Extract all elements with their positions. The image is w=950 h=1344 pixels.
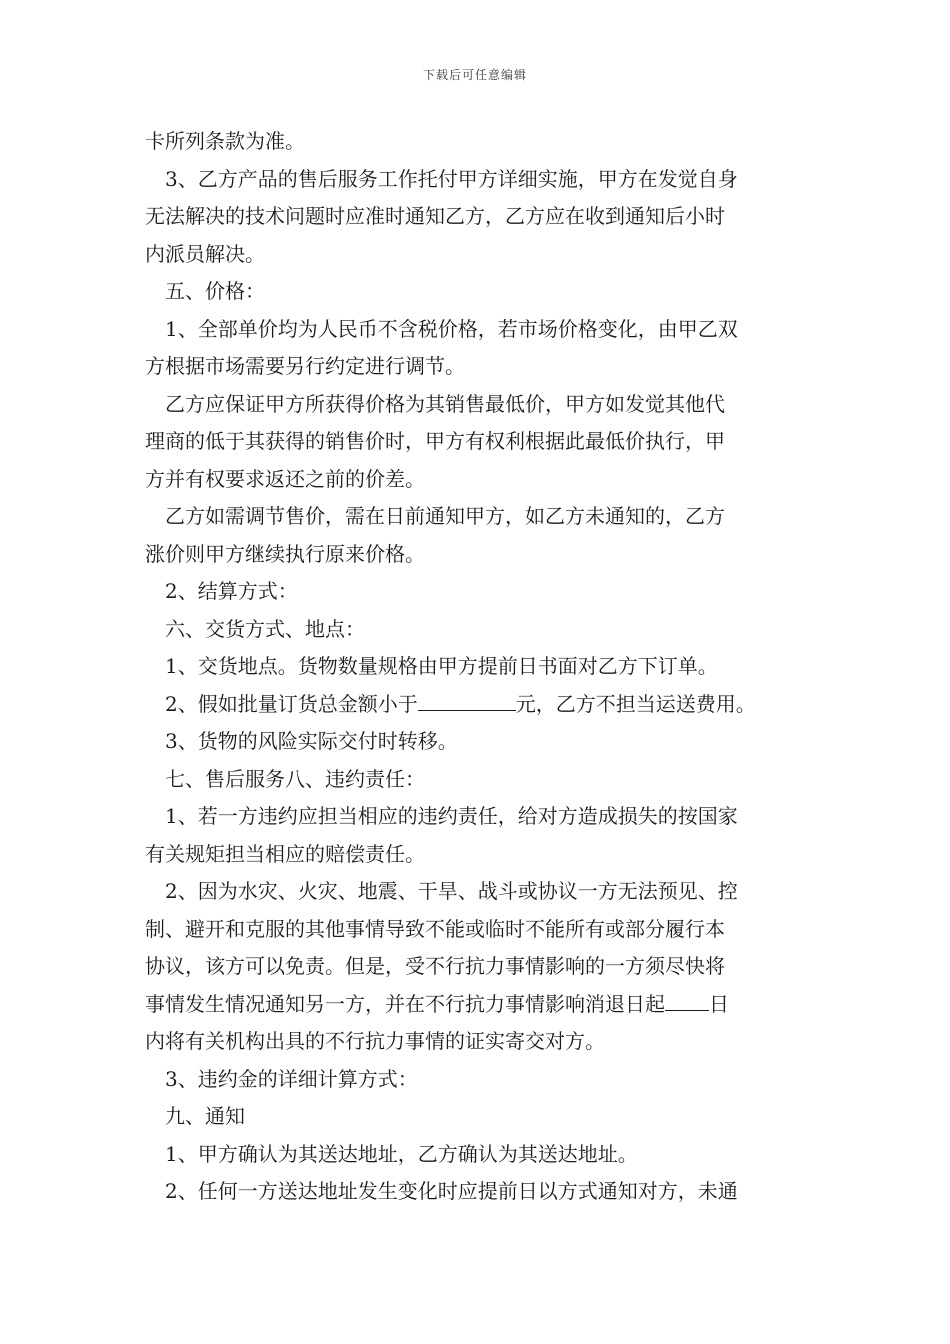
line-text: 七、售后服务八、违约责任： xyxy=(165,766,425,791)
paragraph-line xyxy=(145,948,810,986)
line-text: 方并有权要求返还之前的价差。 xyxy=(145,466,425,491)
paragraph-line xyxy=(145,1098,810,1136)
line-text: 有关规矩担当相应的赔偿责任。 xyxy=(145,841,425,866)
line-text: 乙方应保证甲方所获得价格为其销售最低价，甲方如发觉其他代 xyxy=(165,391,725,416)
paragraph-line xyxy=(145,161,810,199)
paragraph-line xyxy=(145,536,810,574)
line-text: 1、若一方违约应担当相应的违约责任，给对方造成损失的按国家 xyxy=(165,804,738,828)
document-body xyxy=(145,123,810,1211)
line-text-after-blank: 日 xyxy=(709,991,729,1016)
paragraph-line xyxy=(145,873,810,911)
paragraph-line xyxy=(145,198,810,236)
paragraph-line xyxy=(145,986,810,1024)
line-text: 九、通知 xyxy=(165,1104,245,1128)
paragraph-line xyxy=(145,723,810,761)
line-text: 六、交货方式、地点： xyxy=(165,616,365,641)
line-text: 协议，该方可以免责。但是，受不行抗力事情影响的一方须尽快将 xyxy=(145,954,725,978)
paragraph-line xyxy=(145,1173,810,1211)
line-text-before-blank: 事情发生情况通知另一方，并在不行抗力事情影响消退日起 xyxy=(145,991,665,1016)
paragraph-line xyxy=(145,311,810,349)
line-text: 1、全部单价均为人民币不含税价格，若市场价格变化，由甲乙双 xyxy=(165,316,738,341)
paragraph-line xyxy=(145,573,810,611)
fill-in-blank xyxy=(418,688,516,711)
paragraph-line xyxy=(145,423,810,461)
line-text: 涨价则甲方继续执行原来价格。 xyxy=(145,541,425,566)
paragraph-line xyxy=(145,498,810,536)
line-text: 2、任何一方送达地址发生变化时应提前日以方式通知对方，未通 xyxy=(165,1179,738,1203)
line-text: 内将有关机构出具的不行抗力事情的证实寄交对方。 xyxy=(145,1029,605,1053)
paragraph-line xyxy=(145,273,810,311)
line-text: 1、交货地点。货物数量规格由甲方提前日书面对乙方下订单。 xyxy=(165,654,718,678)
paragraph-line xyxy=(145,236,810,274)
paragraph-line xyxy=(145,348,810,386)
line-text: 乙方如需调节售价，需在日前通知甲方，如乙方未通知的，乙方 xyxy=(165,504,725,528)
paragraph-line xyxy=(145,648,810,686)
line-text: 方根据市场需要另行约定进行调节。 xyxy=(145,354,465,378)
paragraph-line xyxy=(145,1136,810,1174)
page-header: 下载后可任意编辑 xyxy=(422,68,527,82)
paragraph-line xyxy=(145,461,810,499)
line-text: 3、货物的风险实际交付时转移。 xyxy=(165,729,458,753)
paragraph-line xyxy=(145,1061,810,1099)
line-text: 制、避开和克服的其他事情导致不能或临时不能所有或部分履行本 xyxy=(145,916,725,941)
line-text: 理商的低于其获得的销售价时，甲方有权利根据此最低价执行，甲 xyxy=(145,429,725,453)
paragraph-line xyxy=(145,611,810,649)
line-text: 卡所列条款为准。 xyxy=(145,129,305,153)
line-text: 2、因为水灾、火灾、地震、干旱、战斗或协议一方无法预见、控 xyxy=(165,879,738,903)
line-text-before-blank: 2、假如批量订货总金额小于 xyxy=(165,691,418,716)
paragraph-line xyxy=(145,836,810,874)
paragraph-line xyxy=(145,686,810,724)
line-text-after-blank: 元，乙方不担当运送费用。 xyxy=(515,691,756,716)
line-text: 3、违约金的详细计算方式： xyxy=(165,1066,418,1091)
paragraph-line xyxy=(145,798,810,836)
paragraph-line xyxy=(145,761,810,799)
fill-in-blank xyxy=(665,988,709,1011)
line-text: 五、价格： xyxy=(165,279,265,303)
line-text: 无法解决的技术问题时应准时通知乙方，乙方应在收到通知后小时 xyxy=(145,204,725,228)
line-text: 2、结算方式： xyxy=(165,579,298,603)
paragraph-line xyxy=(145,911,810,949)
line-text: 3、乙方产品的售后服务工作托付甲方详细实施，甲方在发觉自身 xyxy=(165,166,738,191)
line-text: 内派员解决。 xyxy=(145,241,265,266)
line-text: 1、甲方确认为其送达地址，乙方确认为其送达地址。 xyxy=(165,1141,638,1166)
paragraph-line xyxy=(145,1023,810,1061)
paragraph-line xyxy=(145,123,810,161)
paragraph-line xyxy=(145,386,810,424)
